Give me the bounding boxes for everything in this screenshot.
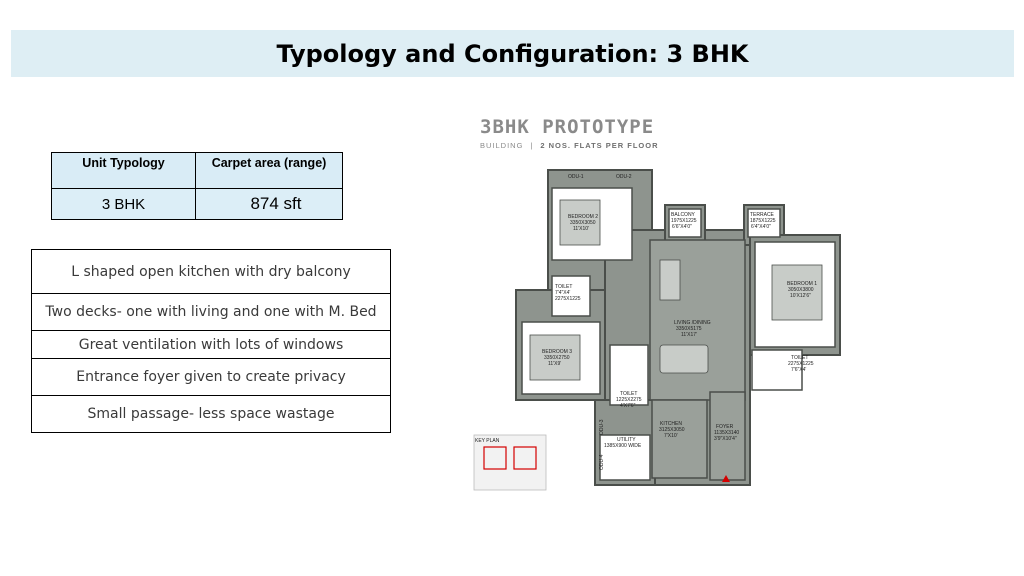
bedroom3-ft: 11'X9' <box>548 361 562 367</box>
toilet-b-dim: 2275X1225 <box>788 361 814 367</box>
odu2-label: ODU-2 <box>616 174 632 180</box>
odu1-label: ODU-1 <box>568 174 584 180</box>
terrace-dim: 1875X1225 <box>750 218 776 224</box>
title-bar <box>11 30 1014 77</box>
living-ft: 11'X17' <box>681 332 697 338</box>
bedroom1-ft: 10'X12'6" <box>790 293 811 299</box>
table-header-carpet-area: Carpet area (range) <box>196 153 343 189</box>
toilet-a-ft: 7'4"X4' <box>555 290 571 296</box>
balcony-dim: 1975X1225 <box>671 218 697 224</box>
key-plan <box>474 435 546 490</box>
key-plan-label: KEY PLAN <box>475 438 500 444</box>
foyer-ft: 3'9"X10'4" <box>714 436 737 442</box>
feature-item: Great ventilation with lots of windows <box>32 331 390 359</box>
terrace-name: TERRACE <box>750 212 774 218</box>
bedroom3-dim: 3350X2750 <box>544 355 570 361</box>
odu4-label: ODU-4 <box>599 454 605 470</box>
bedroom1-dim: 3050X3800 <box>788 287 814 293</box>
feature-item: Two decks- one with living and one with M. Bed <box>32 294 390 331</box>
page-title: Typology and Configuration: 3 BHK <box>276 39 749 68</box>
living-dim: 3350X5175 <box>676 326 702 332</box>
plan-subtitle: BUILDING | 2 NOS. FLATS PER FLOOR <box>480 141 659 150</box>
utility-dim: 1385X900 WIDE <box>604 443 642 449</box>
toilet-c-ft: 4'X7'6" <box>620 403 636 409</box>
kitchen-name: KITCHEN <box>660 421 682 427</box>
toilet-b-ft: 7'6"X4' <box>791 367 807 373</box>
typology-table <box>51 152 343 220</box>
foyer-dim: 1135X3140 <box>714 430 740 436</box>
toilet-b-name: TOILET <box>791 355 809 361</box>
table-cell-carpet-area: 874 sft <box>196 189 343 220</box>
feature-item: Entrance foyer given to create privacy <box>32 359 390 396</box>
toilet-a-dim: 2275X1225 <box>555 296 581 302</box>
kitchen-dim: 3125X3050 <box>659 427 685 433</box>
kitchen <box>652 400 707 478</box>
utility-name: UTILITY <box>617 437 636 443</box>
terrace-ft: 6'4"X4'0" <box>751 224 771 230</box>
toilet-c-dim: 1225X2275 <box>616 397 642 403</box>
bedroom2-dim: 3350X3050 <box>570 220 596 226</box>
bedroom3-name: BEDROOM 3 <box>542 349 573 355</box>
toilet-c-name: TOILET <box>620 391 638 397</box>
kitchen-ft: 7'X10' <box>664 433 678 439</box>
table-cell-typology: 3 BHK <box>52 189 196 220</box>
living-name: LIVING /DINING <box>674 320 711 326</box>
plan-building-label: BUILDING <box>480 141 524 150</box>
balcony-ft: 6'6"X4'0" <box>672 224 692 230</box>
balcony-name: BALCONY <box>671 212 695 218</box>
table-header-unit-typology: Unit Typology <box>52 153 196 189</box>
features-list <box>31 249 391 433</box>
foyer-name: FOYER <box>716 424 734 430</box>
toilet-a-name: TOILET <box>555 284 573 290</box>
bedroom2-ft: 11'X10' <box>573 226 589 232</box>
bedroom2-name: BEDROOM 2 <box>568 214 599 220</box>
odu3-label: ODU-3 <box>599 419 605 435</box>
feature-item: Small passage- less space wastage <box>87 406 335 422</box>
bedroom1-name: BEDROOM 1 <box>787 281 818 287</box>
plan-title: 3BHK PROTOTYPE <box>480 116 655 138</box>
floor-plan <box>460 110 850 495</box>
feature-item: L shaped open kitchen with dry balcony <box>32 250 390 294</box>
plan-flats-label: 2 NOS. FLATS PER FLOOR <box>540 141 659 150</box>
